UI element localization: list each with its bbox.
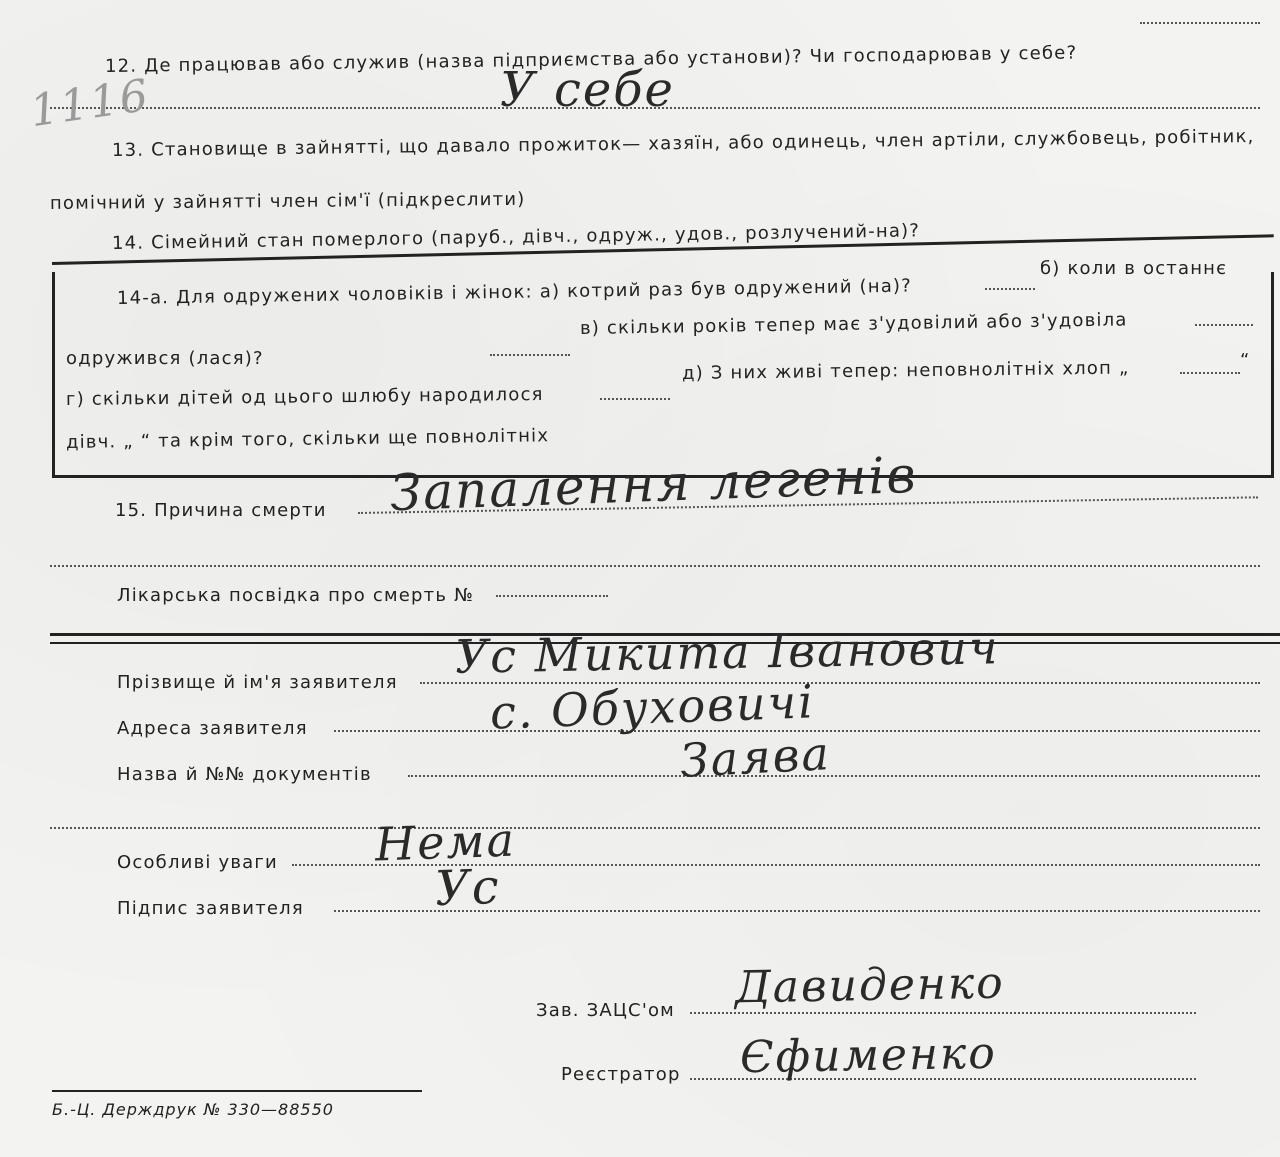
applicant-address-answer: с. Обуховичі [489,674,816,740]
q15-answer: Запалення легенів [389,445,919,523]
q13-line2: помічний у зайнятті член сім'ї (підкреслити) [49,188,526,214]
q13-line1: 13. Становище в зайнятті, що давало прожиток— хазяїн, або одинець, член артіли, службовець, робітник, [111,126,1255,161]
applicant-name-label: Прізвище й ім'я заявителя [117,672,398,693]
applicant-name-answer: Ус Микита Іванович [454,620,1000,684]
documents-label: Назва й №№ документів [117,764,372,785]
q12-answer: У себе [500,62,675,118]
q14a-line3c: “ [1240,350,1251,371]
footer-rule [52,1090,422,1092]
registrar-answer: Єфименко [739,1027,998,1084]
q14a-line4: дівч. „ “ та крім того, скільки ще повнолітніх [65,425,550,453]
head-zags-answer: Давиденко [734,957,1006,1014]
head-zags-label: Зав. ЗАЦС'ом [536,1000,675,1021]
q12-dots-end [1140,22,1260,24]
printer-imprint: Б.-Ц. Держдрук № 330—88550 [52,1100,334,1119]
signature-answer: Ус [434,858,502,918]
q14a-line1a: 14-а. Для одружених чоловіків і жінок: а) котрий раз був одружений (на)? [116,275,913,309]
q14-label: 14. Сімейний стан померлого (паруб., дівч., одруж., удов., розлучений-на)? [111,220,921,254]
margin-note: 1116 [27,69,153,138]
q12-label: 12. Де працював або служив (назва підприємства або установи)? Чи господарював у себе? [104,42,1078,77]
q14a-line2-dots1 [490,354,570,356]
q14a-line1b: б) коли в останнє [1040,258,1228,279]
applicant-address-label: Адреса заявителя [117,718,308,739]
q14a-line2a: одружився (лася)? [66,348,264,369]
q14a-line2b: в) скільки років тепер має з'удовілий або з'удовіла [579,309,1128,339]
documents-line [408,775,1260,777]
medical-cert-label: Лікарська посвідка про смерть № [117,585,474,606]
q14a-line2-dots2 [1195,324,1253,326]
remarks-answer: Нема [374,812,517,872]
q14a-line3-dots2 [1180,372,1240,374]
q15-label: 15. Причина смерти [115,500,327,521]
q14a-line3-dots1 [600,398,670,400]
q14a-line3b: д) З них живі тепер: неповнолітніх хлоп „ [681,357,1130,384]
signature-label: Підпис заявителя [117,898,304,919]
q14a-line1-dots [985,288,1035,290]
documents-second-line [50,827,1260,829]
q15-second-line [50,565,1260,567]
q14a-line3a: г) скільки дітей од цього шлюбу народилося [65,383,544,410]
registrar-label: Реєстратор [561,1064,681,1085]
documents-answer: Заява [678,726,833,788]
medical-cert-line [496,595,608,597]
remarks-label: Особливі уваги [117,852,278,873]
